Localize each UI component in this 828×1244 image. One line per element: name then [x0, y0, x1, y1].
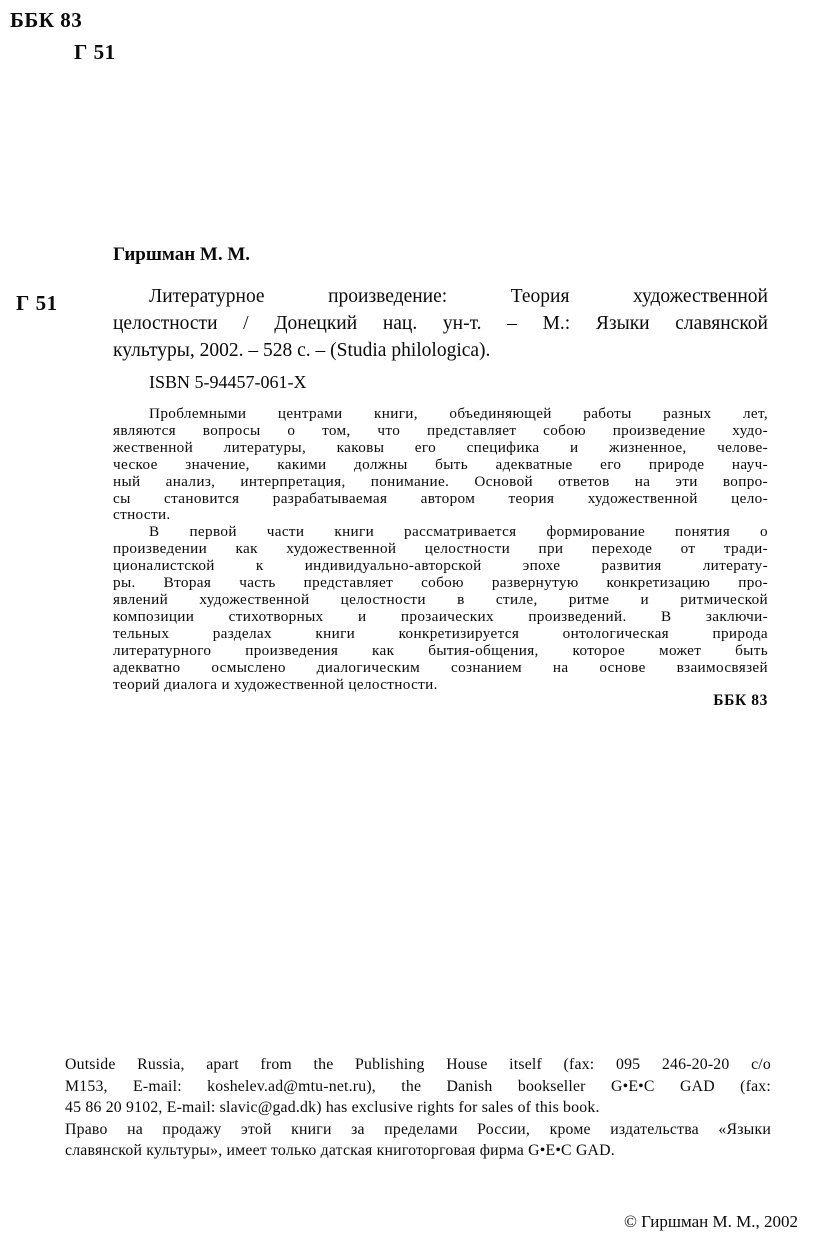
- annotation-line: композиции стихотворных и прозаических произведений. В заключи-: [113, 607, 768, 625]
- rights-line: 45 86 20 9102, E-mail: slavic@gad.dk) has exclusive rights for sales of this book.: [65, 1099, 600, 1116]
- annotation-line: ный анализ, интерпретация, понимание. Основой ответов на эти вопро-: [113, 472, 768, 490]
- sales-rights-notice: [65, 1054, 771, 1162]
- annotation-line: В первой части книги рассматривается формирование понятия о: [149, 523, 768, 541]
- annotation: [113, 406, 768, 693]
- annotation-line: жественной литературы, каковы его специфика и жизненное, челове-: [113, 438, 768, 456]
- rights-line: Право на продажу этой книги за пределами России, кроме издательства «Языки: [65, 1120, 771, 1138]
- annotation-line: ры. Вторая часть представляет собою развернутую конкретизацию про-: [113, 574, 768, 592]
- annotation-line: адекватно осмыслено диалогическим сознанием на основе взаимосвязей: [113, 658, 768, 676]
- rights-line: славянской культуры», имеет только датская книготорговая фирма G•E•C GAD.: [65, 1142, 615, 1159]
- rights-line: Outside Russia, apart from the Publishing House itself (fax: 095 246-20-20 c/o: [65, 1056, 771, 1073]
- annotation-line: ческое значение, какими должны быть адекватные его природе науч-: [113, 455, 768, 473]
- side-author-index: Г 51: [16, 291, 58, 315]
- bibliographic-description: [113, 283, 768, 364]
- annotation-line: тельных разделах книги конкретизируется онтологическая природа: [113, 624, 768, 642]
- rights-line: M153, E-mail: koshelev.ad@mtu-net.ru), the Danish bookseller G•E•C GAD (fax:: [65, 1077, 771, 1095]
- annotation-line: Проблемными центрами книги, объединяющей работы разных лет,: [149, 405, 768, 422]
- copyright-notice: © Гиршман М. М., 2002: [623, 1212, 798, 1231]
- annotation-line: стности.: [113, 506, 171, 524]
- annotation-line: теорий диалога и художественной целостности.: [113, 675, 438, 693]
- annotation-line: литературного произведения как бытия-общения, которое может быть: [113, 641, 768, 659]
- biblio-line: целостности / Донецкий нац. ун-т. – М.: Языки славянской: [113, 313, 768, 334]
- author-index: Г 51: [74, 40, 116, 64]
- author-name: Гиршман М. М.: [113, 244, 251, 265]
- annotation-line: явлений художественной целостности в стиле, ритме и ритмической: [113, 590, 768, 608]
- biblio-line: Литературное произведение: Теория художественной: [149, 286, 768, 307]
- bbk-classification: ББК 83: [10, 8, 83, 32]
- bbk-bottom: ББК 83: [713, 692, 768, 709]
- isbn: ISBN 5-94457-061-X: [149, 372, 307, 392]
- annotation-line: ционалистской к индивидуально-авторской эпохе развития литерату-: [113, 557, 768, 575]
- annotation-line: произведении как художественной целостности при переходе от тради-: [113, 540, 768, 558]
- annotation-line: являются вопросы о том, что представляет собою произведение худо-: [113, 421, 768, 439]
- annotation-line: сы становится разрабатываемая автором теория художественной цело-: [113, 489, 768, 507]
- biblio-line: культуры, 2002. – 528 с. – (Studia philologica).: [113, 340, 491, 361]
